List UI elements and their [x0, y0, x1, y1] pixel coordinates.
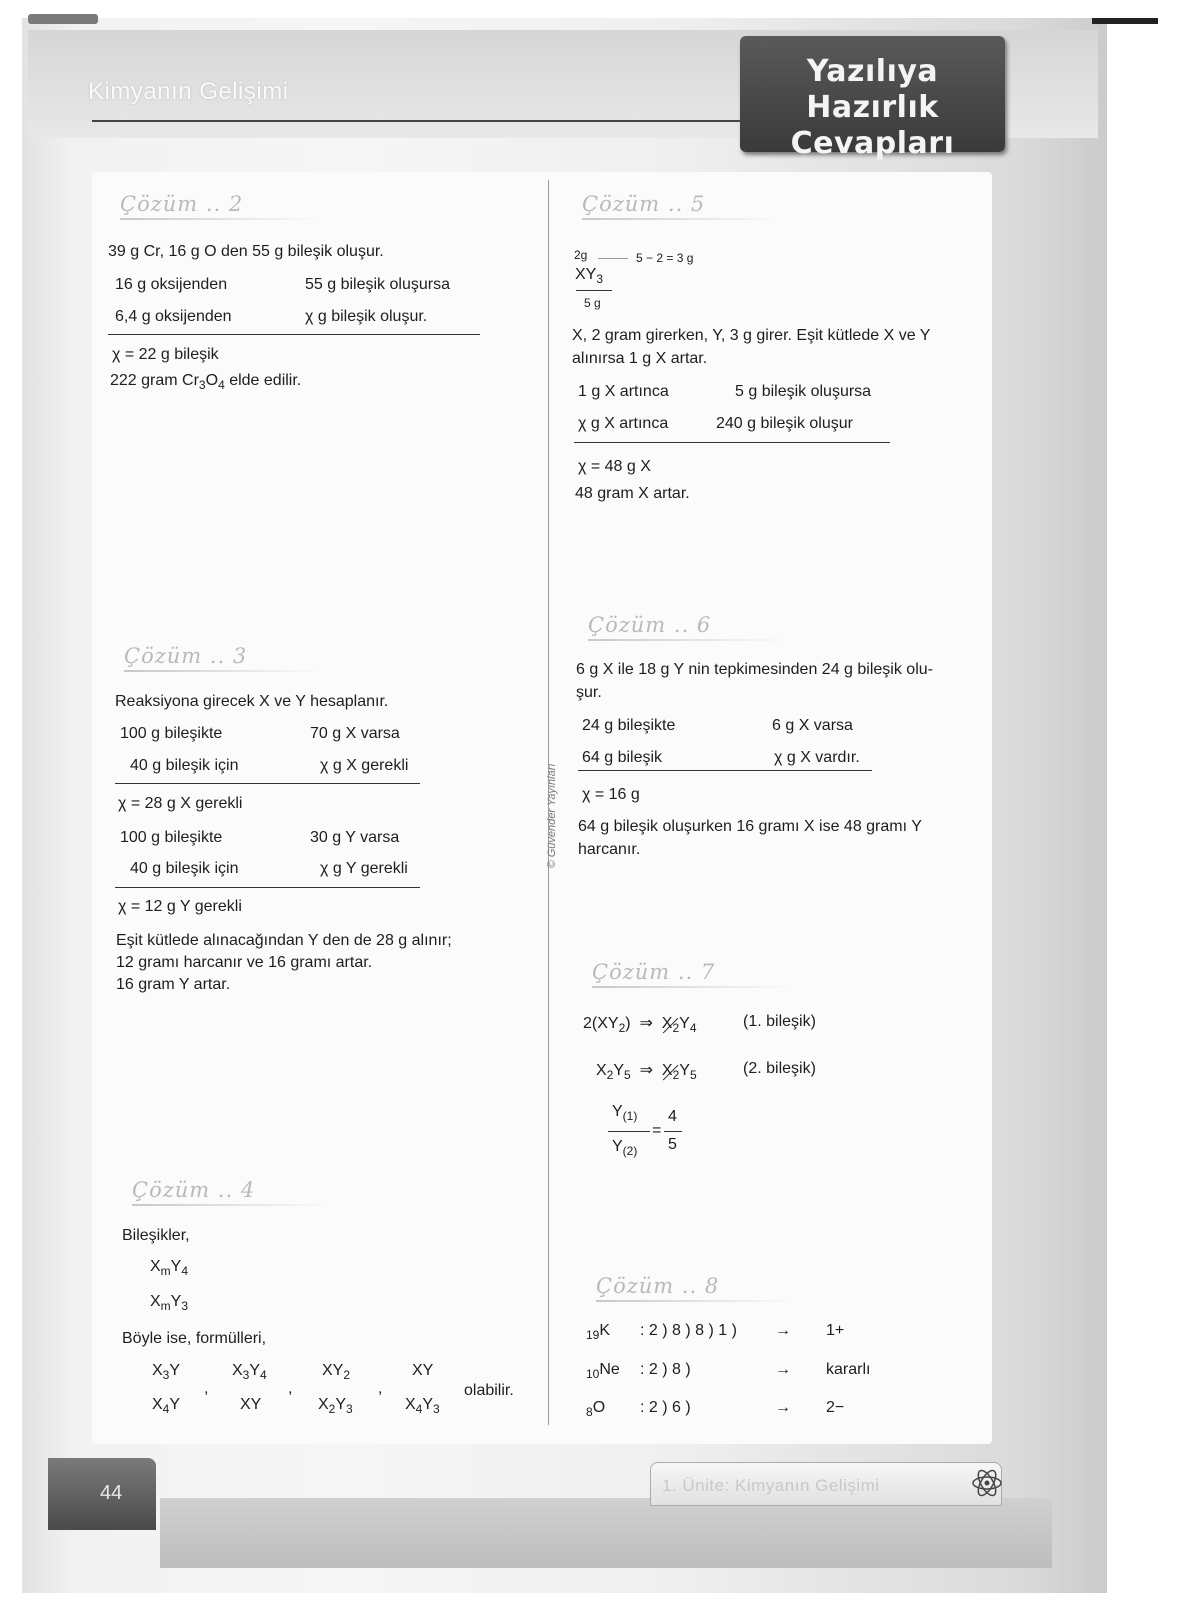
- section-badge: [740, 36, 1005, 161]
- solution-5-title: Çözüm .. 5: [582, 192, 706, 216]
- s5-diagram-rule: [576, 290, 612, 291]
- s7-crossed-x-1: $X_2$: [661, 1015, 680, 1036]
- s5-result-1: χ = 48 g X: [578, 458, 651, 475]
- badge-line-2: Cevapları: [790, 126, 955, 161]
- s2-result-2: 222 gram $Cr_3O_4$ elde edilir.: [110, 372, 302, 393]
- s4-line-1: Bileşikler,: [122, 1227, 190, 1244]
- s7-crossed-x-2: $X_2$: [661, 1062, 680, 1083]
- s5-diagram-right: 5 − 2 = 3 g: [636, 251, 694, 265]
- s6-line-1: 6 g X ile 18 g Y nin tepkimesinden 24 g bileşik olu-: [576, 661, 933, 678]
- s5-diagram-formula: $XY_3$: [575, 266, 604, 287]
- s4-pair-4-bottom: $X_4Y_3$: [405, 1396, 440, 1417]
- s5-b2: 240 g bileşik oluşur: [716, 415, 853, 432]
- s6-para-1: 64 g bileşik oluşurken 16 gramı X ise 48 gramı Y: [578, 818, 922, 835]
- s5-line-2: alınırsa 1 g X artar.: [572, 350, 708, 367]
- badge-line-1: Yazılıya Hazırlık: [806, 54, 939, 125]
- s8-row-2-arrow: →: [775, 1361, 791, 1378]
- s7-note-2: (2. bileşik): [743, 1060, 816, 1077]
- s8-row-3-config: : 2 ) 6 ): [640, 1399, 691, 1416]
- s3-result-1: χ = 28 g X gerekli: [118, 795, 243, 812]
- s5-a2: χ g X artınca: [578, 415, 669, 432]
- s3-line-1: Reaksiyona girecek X ve Y hesaplanır.: [115, 693, 389, 710]
- s3-a1: 100 g bileşikte: [120, 725, 223, 742]
- edge-mark: [1092, 18, 1158, 24]
- s3-rule-2: [115, 887, 420, 888]
- s2-result-1: χ = 22 g bileşik: [112, 346, 219, 363]
- s3-b2: χ g X gerekli: [320, 757, 409, 774]
- s2-a2: 6,4 g oksijenden: [115, 308, 232, 325]
- solution-3-title: Çözüm .. 3: [124, 644, 248, 668]
- s5-b1: 5 g bileşik oluşursa: [735, 383, 872, 400]
- footer-unit-label: 1. Ünite: Kimyanın Gelişimi: [662, 1476, 880, 1495]
- s6-b1: 6 g X varsa: [772, 717, 853, 734]
- s2-rule: [108, 334, 480, 335]
- s7-val-rule: [664, 1131, 682, 1132]
- s7-equation-2: $X_2Y_5$ ⇒ $X_2Y_5$: [596, 1062, 697, 1083]
- s5-result-2: 48 gram X artar.: [575, 485, 690, 502]
- s8-row-3-arrow: →: [775, 1399, 791, 1416]
- s4-line-2: Böyle ise, formülleri,: [122, 1330, 267, 1347]
- s3-para-1: Eşit kütlede alınacağından Y den de 28 g alınır;: [116, 932, 452, 949]
- s3-result-2: χ = 12 g Y gerekli: [118, 898, 242, 915]
- s2-a1: 16 g oksijenden: [115, 276, 228, 293]
- publisher-note: © Güvender Yayınları: [546, 763, 558, 869]
- s6-a2: 64 g bileşik: [582, 749, 663, 766]
- s2-b1: 55 g bileşik oluşursa: [305, 276, 450, 293]
- s8-row-2-config: : 2 ) 8 ): [640, 1361, 691, 1378]
- s3-para-3: 16 gram Y artar.: [116, 976, 231, 993]
- s3-para-2: 12 gramı harcanır ve 16 gramı artar.: [116, 954, 373, 971]
- s6-a1: 24 g bileşikte: [582, 717, 676, 734]
- unit-title: Kimyanın Gelişimi: [88, 78, 289, 105]
- solution-6-title: Çözüm .. 6: [588, 613, 712, 637]
- footer-band: [160, 1498, 1052, 1568]
- s6-b2: χ g X vardır.: [774, 749, 860, 766]
- s8-row-1-element: $_{19}$K: [586, 1322, 611, 1343]
- atom-icon: [970, 1468, 1004, 1503]
- s8-row-2-result: kararlı: [826, 1361, 871, 1378]
- page-number: 44: [100, 1482, 123, 1504]
- s5-diagram-bottom: 5 g: [584, 296, 601, 310]
- s7-equation-1: $2(XY_2)$ ⇒ $X_2Y_4$: [583, 1015, 697, 1036]
- solution-2-title: Çözüm .. 2: [120, 192, 244, 216]
- s4-comma: ,: [288, 1380, 293, 1397]
- s2-b2: χ g bileşik oluşur.: [305, 308, 428, 325]
- s4-pair-2-top: $X_3Y_4$: [232, 1362, 267, 1383]
- s4-pair-1-bottom: $X_4Y$: [152, 1396, 181, 1417]
- s7-frac-den: $Y_{(2)}$: [612, 1138, 638, 1159]
- s4-tail: olabilir.: [464, 1382, 514, 1399]
- s2-line-1: 39 g Cr, 16 g O den 55 g bileşik oluşur.: [108, 243, 384, 260]
- s3-rule-1: [115, 783, 420, 784]
- s8-row-2-element: $_{10}$Ne: [586, 1361, 620, 1382]
- s8-row-3-element: $_8$O: [586, 1399, 606, 1420]
- s7-val-den: 5: [668, 1136, 677, 1153]
- s6-line-2: şur.: [576, 684, 602, 701]
- s4-pair-3-bottom: $X_2Y_3$: [318, 1396, 353, 1417]
- s3-b1: 70 g X varsa: [310, 725, 400, 742]
- s5-line-1: X, 2 gram girerken, Y, 3 g girer. Eşit kütlede X ve Y: [572, 327, 931, 344]
- s3-a4: 40 g bileşik için: [130, 860, 239, 877]
- s4-comma: ,: [204, 1380, 209, 1397]
- s6-rule: [578, 770, 872, 771]
- title-rule: [92, 120, 742, 122]
- s5-a1: 1 g X artınca: [578, 383, 669, 400]
- s4-formula-1: $X_mY_4$: [150, 1258, 189, 1279]
- solution-7-title: Çözüm .. 7: [592, 960, 716, 984]
- s4-pair-1-top: $X_3Y$: [152, 1362, 181, 1383]
- s6-result-1: χ = 16 g: [582, 786, 640, 803]
- s8-row-1-result: 1+: [826, 1322, 845, 1339]
- s7-frac-num: $Y_{(1)}$: [612, 1103, 638, 1124]
- s8-row-1-config: : 2 ) 8 ) 8 ) 1 ): [640, 1322, 737, 1339]
- s3-a2: 40 g bileşik için: [130, 757, 239, 774]
- s4-pair-3-top: $XY_2$: [322, 1362, 351, 1383]
- s4-formula-2: $X_mY_3$: [150, 1293, 189, 1314]
- s4-pair-4-top: XY: [412, 1362, 434, 1379]
- s5-diagram-top: 2g: [574, 248, 588, 262]
- s7-val-num: 4: [668, 1108, 677, 1125]
- s8-row-1-arrow: →: [775, 1322, 791, 1339]
- s4-comma: ,: [378, 1380, 383, 1397]
- s7-equals: =: [652, 1122, 662, 1139]
- corner-mark: [28, 14, 98, 24]
- solution-4-title: Çözüm .. 4: [132, 1178, 256, 1202]
- s6-para-2: harcanır.: [578, 841, 641, 858]
- solution-8-title: Çözüm .. 8: [596, 1274, 720, 1298]
- s5-rule: [574, 442, 890, 443]
- s5-diagram-dots: [598, 258, 628, 259]
- s7-note-1: (1. bileşik): [743, 1013, 816, 1030]
- s3-b3: 30 g Y varsa: [310, 829, 400, 846]
- s7-frac-rule: [608, 1131, 650, 1132]
- s3-b4: χ g Y gerekli: [320, 860, 408, 877]
- s4-pair-2-bottom: XY: [240, 1396, 262, 1413]
- s8-row-3-result: 2−: [826, 1399, 845, 1416]
- s3-a3: 100 g bileşikte: [120, 829, 223, 846]
